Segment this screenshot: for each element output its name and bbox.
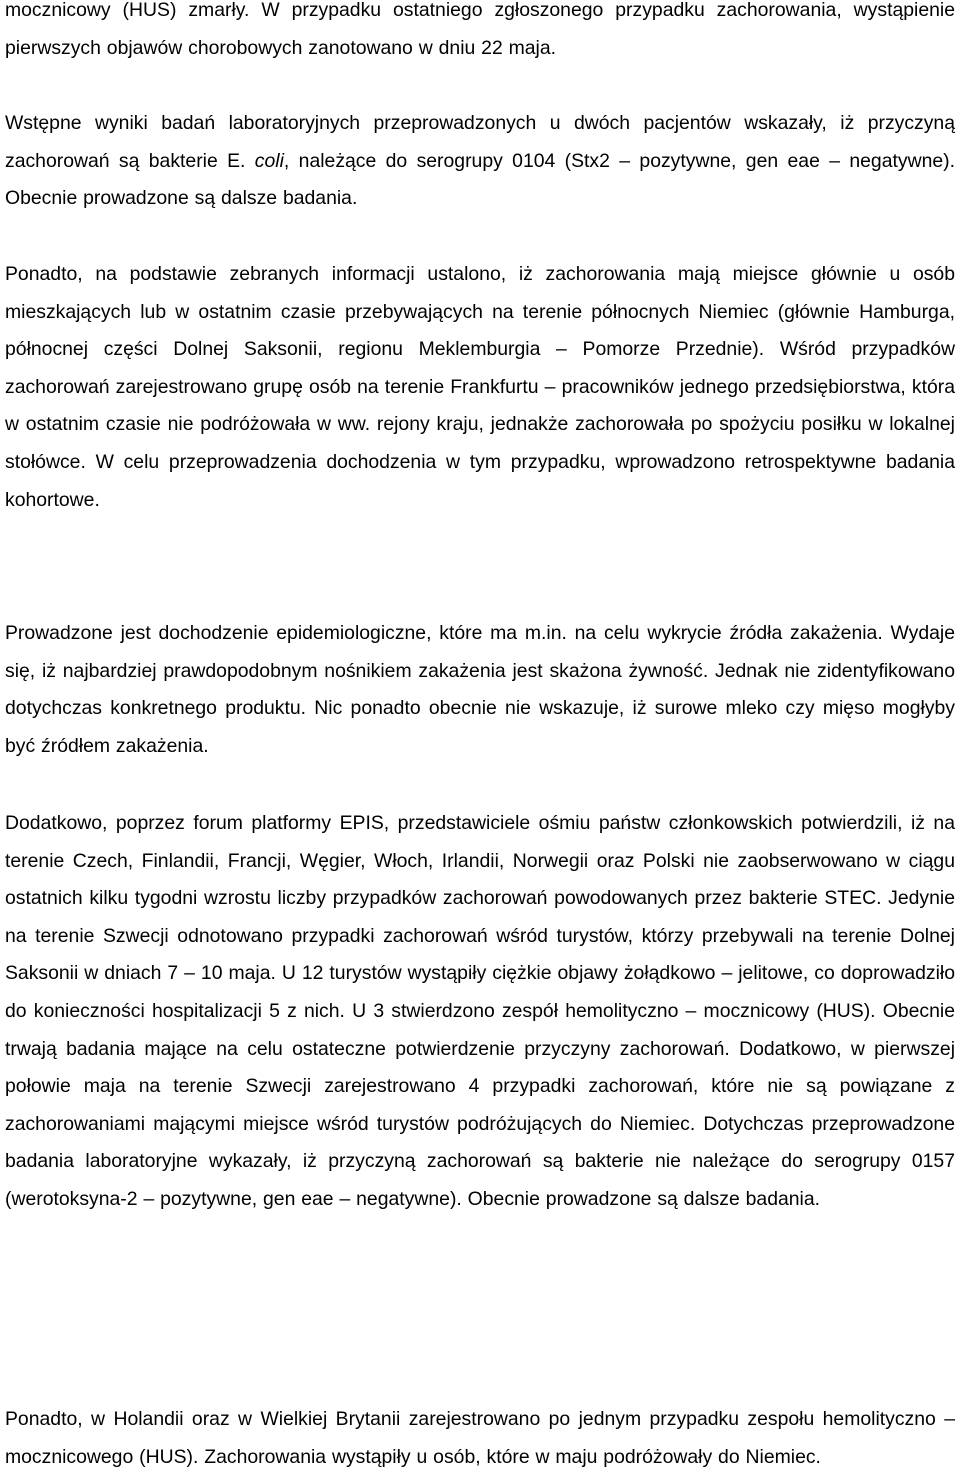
paragraph-2-text-b: , należące do serogrupy 0104 (Stx2 – pozytywne, gen eae – negatywne). Obecnie prowadzone są dalsze badania. [5, 149, 955, 210]
paragraph-5: Dodatkowo, poprzez forum platformy EPIS, przedstawiciele ośmiu państw członkowskich potwierdzili, iż na terenie Czech, Finlandii, Francji, Węgier, Włoch, Irlandii, Norwegii oraz Polski nie zaobserwowano w ciągu ostatnich kilku tygodni wzrostu liczby przypadków zachorowań powodowanych przez bakterie STEC. Jedynie na terenie Szwecji odnotowano przypadki zachorowań wśród turystów, którzy przebywali na terenie Dolnej Saksonii w dniach 7 – 10 maja. U 12 turystów wystąpiły ciężkie objawy żołądkowo – jelitowe, co doprowadziło do konieczności hospitalizacji 5 z nich. U 3 stwierdzono zespół hemolityczno – mocznicowy (HUS). Obecnie trwają badania mające na celu ostateczne potwierdzenie przyczyny zachorowań. Dodatkowo, w pierwszej połowie maja na terenie Szwecji zarejestrowano 4 przypadki zachorowań, które nie są powiązane z zachorowaniami mającymi miejsce wśród turystów podróżujących do Niemiec. Dotychczas przeprowadzone badania laboratoryjne wykazały, iż przyczyną zachorowań są bakterie nie należące do serogrupy 0157 (werotoksyna-2 – pozytywne, gen eae – negatywne). Obecnie prowadzone są dalsze badania. [5, 812, 955, 1210]
paragraph-3: Ponadto, na podstawie zebranych informacji ustalono, iż zachorowania mają miejsce głównie u osób mieszkających lub w ostatnim czasie przebywających na terenie północnych Niemiec (głównie Hamburga, północnej części Dolnej Saksonii, regionu Meklemburgia – Pomorze Przednie). Wśród przypadków zachorowań zarejestrowano grupę osób na terenie Frankfurtu – pracowników jednego przedsiębiorstwa, która w ostatnim czasie nie podróżowała w ww. rejony kraju, jednakże zachorowała po spożyciu posiłku w lokalnej stołówce. W celu przeprowadzenia dochodzenia w tym przypadku, wprowadzono retrospektywne badania kohortowe. [5, 263, 955, 511]
paragraph-1: mocznicowy (HUS) zmarły. W przypadku ostatniego zgłoszonego przypadku zachorowania, wystąpienie pierwszych objawów chorobowych zanotowano w dniu 22 maja. [5, 0, 955, 59]
paragraph-2-italic-species: coli [254, 149, 284, 172]
paragraph-2 [5, 105, 955, 218]
paragraph-2-text-a: Wstępne wyniki badań laboratoryjnych przeprowadzonych u dwóch pacjentów wskazały, iż przyczyną zachorowań są bakterie E. [5, 112, 955, 172]
paragraph-6: Ponadto, w Holandii oraz w Wielkiej Brytanii zarejestrowano po jednym przypadku zespołu hemolityczno – mocznicowego (HUS). Zachorowania wystąpiły u osób, które w maju podróżowały do Niemiec. [5, 1408, 955, 1468]
paragraph-4: Prowadzone jest dochodzenie epidemiologiczne, które ma m.in. na celu wykrycie źródła zakażenia. Wydaje się, iż najbardziej prawdopodobnym nośnikiem zakażenia jest skażona żywność. Jednak nie zidentyfikowano dotychczas konkretnego produktu. Nic ponadto obecnie nie wskazuje, iż surowe mleko czy mięso mogłyby być źródłem zakażenia. [5, 622, 955, 757]
